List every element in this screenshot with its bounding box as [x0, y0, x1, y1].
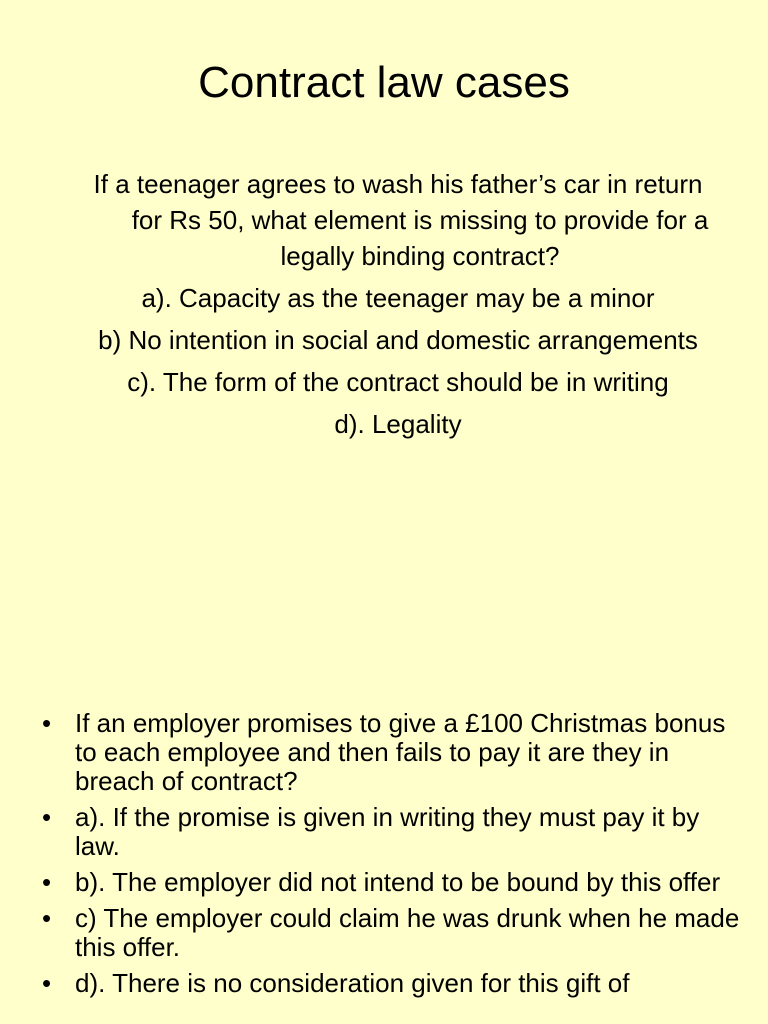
question-1-block: [78, 166, 718, 442]
question-2-list: [42, 709, 742, 1005]
bullet-icon: •: [42, 968, 52, 998]
question-1-option-d: d). Legality: [334, 409, 462, 439]
list-item-text: If an employer promises to give a £100 Christmas bonus to each employee and then fails to pay it are they in breach of contract?: [75, 708, 726, 796]
question-1-option-c: c). The form of the contract should be in writing: [127, 367, 669, 397]
bullet-icon: •: [42, 903, 52, 933]
question-2-option-b: [42, 868, 742, 897]
bullet-icon: •: [42, 802, 52, 832]
question-1-option-a: a). Capacity as the teenager may be a minor: [141, 283, 655, 313]
question-1-text: If a teenager agrees to wash his father’s car in return for Rs 50, what element is missing to provide for a legally binding contract?: [93, 169, 709, 271]
question-2-option-a: [42, 803, 742, 861]
question-2-option-d: [42, 969, 742, 998]
bullet-icon: •: [42, 708, 52, 738]
question-1-option-b: b) No intention in social and domestic arrangements: [98, 325, 698, 355]
question-2-option-c: [42, 904, 742, 962]
list-item-text: d). There is no consideration given for this gift of: [75, 968, 630, 998]
list-item-text: a). If the promise is given in writing they must pay it by law.: [75, 802, 700, 861]
list-item-text: b). The employer did not intend to be bound by this offer: [75, 867, 721, 897]
list-item-text: c) The employer could claim he was drunk when he made this offer.: [75, 903, 740, 962]
bullet-icon: •: [42, 867, 52, 897]
question-2-text: [42, 709, 742, 796]
slide-title: Contract law cases: [198, 58, 570, 107]
